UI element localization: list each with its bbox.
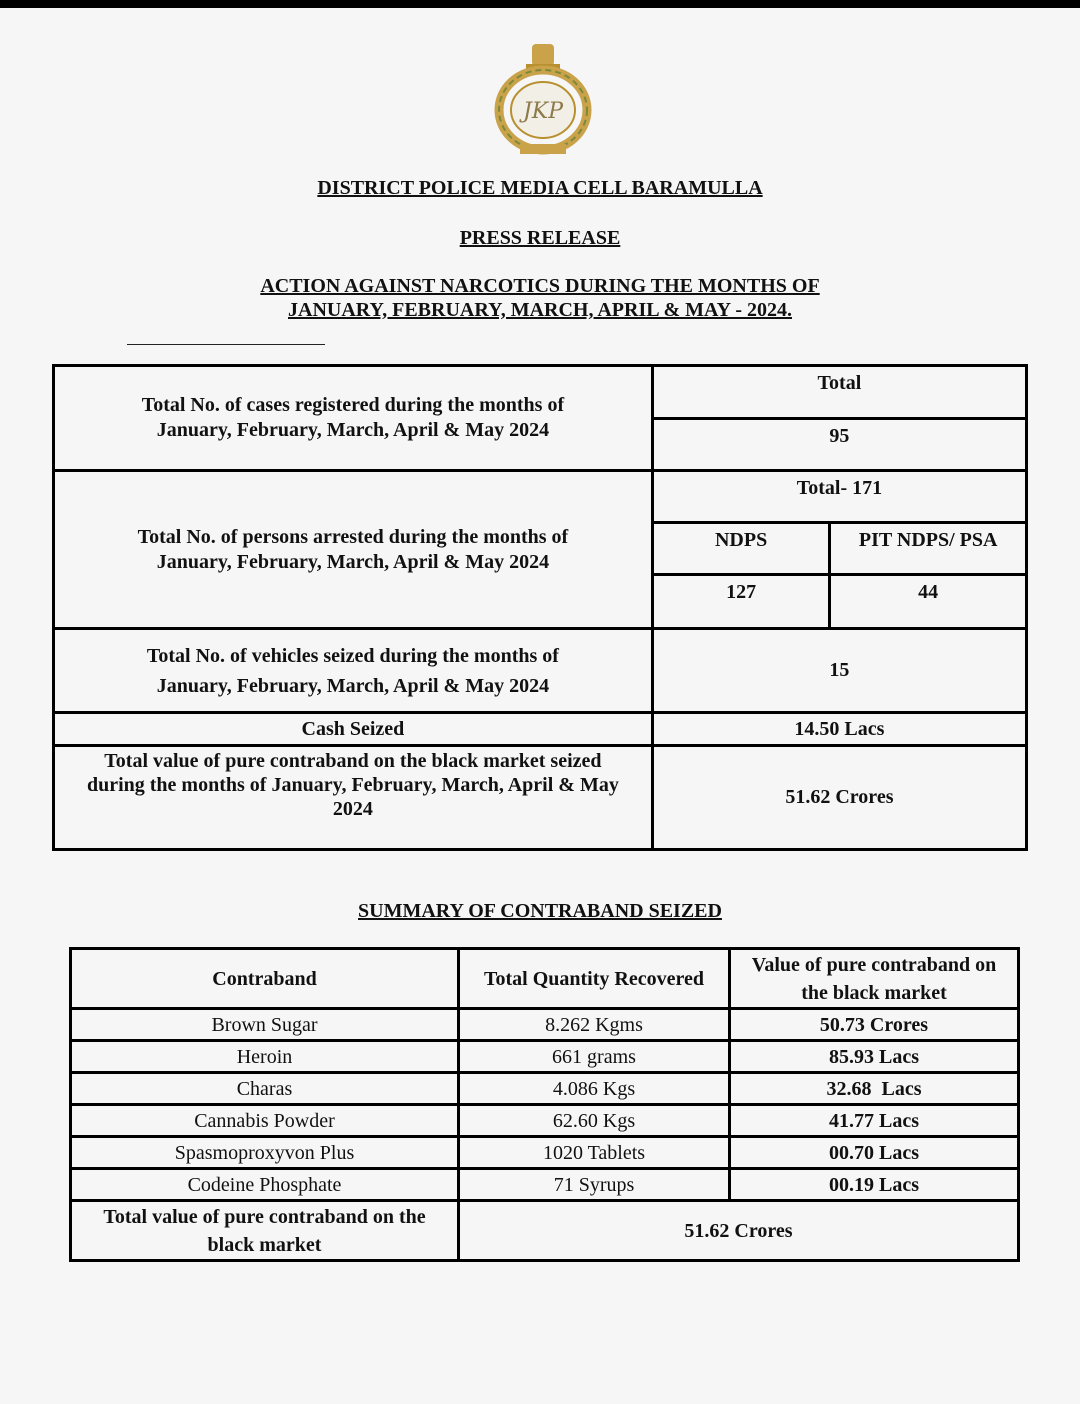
cases-header: Total [652,366,1026,419]
table-row [71,1009,1019,1041]
contraband-value: 00.70 Lacs [730,1137,1019,1169]
cases-label: Total No. of cases registered during the months of January, February, March, April & May 2024 [54,366,653,471]
table-row [71,1169,1019,1201]
table-row [71,1105,1019,1137]
arrests-label: Total No. of persons arrested during the months of January, February, March, April & May 2024 [54,471,653,629]
cash-label: Cash Seized [54,713,653,746]
contraband-value: 50.73 Crores [730,1009,1019,1041]
contraband-quantity: 62.60 Kgs [459,1105,730,1137]
press-release-label: PRESS RELEASE [459,227,621,249]
contraband-quantity: 8.262 Kgms [459,1009,730,1041]
action-summary-table [52,364,1028,851]
emblem-text: JKP [522,99,564,124]
contraband-value: 41.77 Lacs [730,1105,1019,1137]
vehicles-value: 15 [652,629,1026,713]
contraband-quantity: 1020 Tablets [459,1137,730,1169]
contraband-name: Spasmoproxyvon Plus [71,1137,459,1169]
total-label: Total value of pure contraband on the black market [71,1201,459,1261]
table-row [71,1041,1019,1073]
header-value: Value of pure contraband on the black market [730,949,1019,1009]
summary-title: SUMMARY OF CONTRABAND SEIZED [358,900,722,922]
ndps-value: 127 [652,575,830,629]
ndps-header: NDPS [652,523,830,575]
contraband-quantity: 71 Syrups [459,1169,730,1201]
vehicles-label: Total No. of vehicles seized during the months of January, February, March, April & May 2024 [54,629,653,713]
table-row [71,1073,1019,1105]
contraband-summary-table [69,947,1020,1262]
contraband-name: Heroin [71,1041,459,1073]
contraband-name: Cannabis Powder [71,1105,459,1137]
pit-ndps-psa-header: PIT NDPS/ PSA [830,523,1027,575]
contraband-value-label: Total value of pure contraband on the black market seized during the months of January, February, March, April & May 2024 [54,746,653,850]
contraband-quantity: 4.086 Kgs [459,1073,730,1105]
cases-value: 95 [652,419,1026,471]
header-contraband: Contraband [71,949,459,1009]
header-quantity: Total Quantity Recovered [459,949,730,1009]
contraband-name: Codeine Phosphate [71,1169,459,1201]
contraband-value: 32.68 Lacs [730,1073,1019,1105]
contraband-name: Brown Sugar [71,1009,459,1041]
arrests-total: Total- 171 [652,471,1026,523]
contraband-value: 00.19 Lacs [730,1169,1019,1201]
divider [127,344,325,345]
table-row [71,1137,1019,1169]
contraband-name: Charas [71,1073,459,1105]
contraband-quantity: 661 grams [459,1041,730,1073]
pit-ndps-psa-value: 44 [830,575,1027,629]
top-border [0,0,1080,8]
total-value: 51.62 Crores [459,1201,1019,1261]
cash-value: 14.50 Lacs [652,713,1026,746]
cell-name: DISTRICT POLICE MEDIA CELL BARAMULLA [317,177,763,199]
subject-line-2: JANUARY, FEBRUARY, MARCH, APRIL & MAY - 2024. [288,299,792,321]
contraband-value: 85.93 Lacs [730,1041,1019,1073]
subject-line-1: ACTION AGAINST NARCOTICS DURING THE MONTHS OF [260,275,820,297]
jkp-police-emblem-icon [494,40,592,158]
contraband-value: 51.62 Crores [652,746,1026,850]
